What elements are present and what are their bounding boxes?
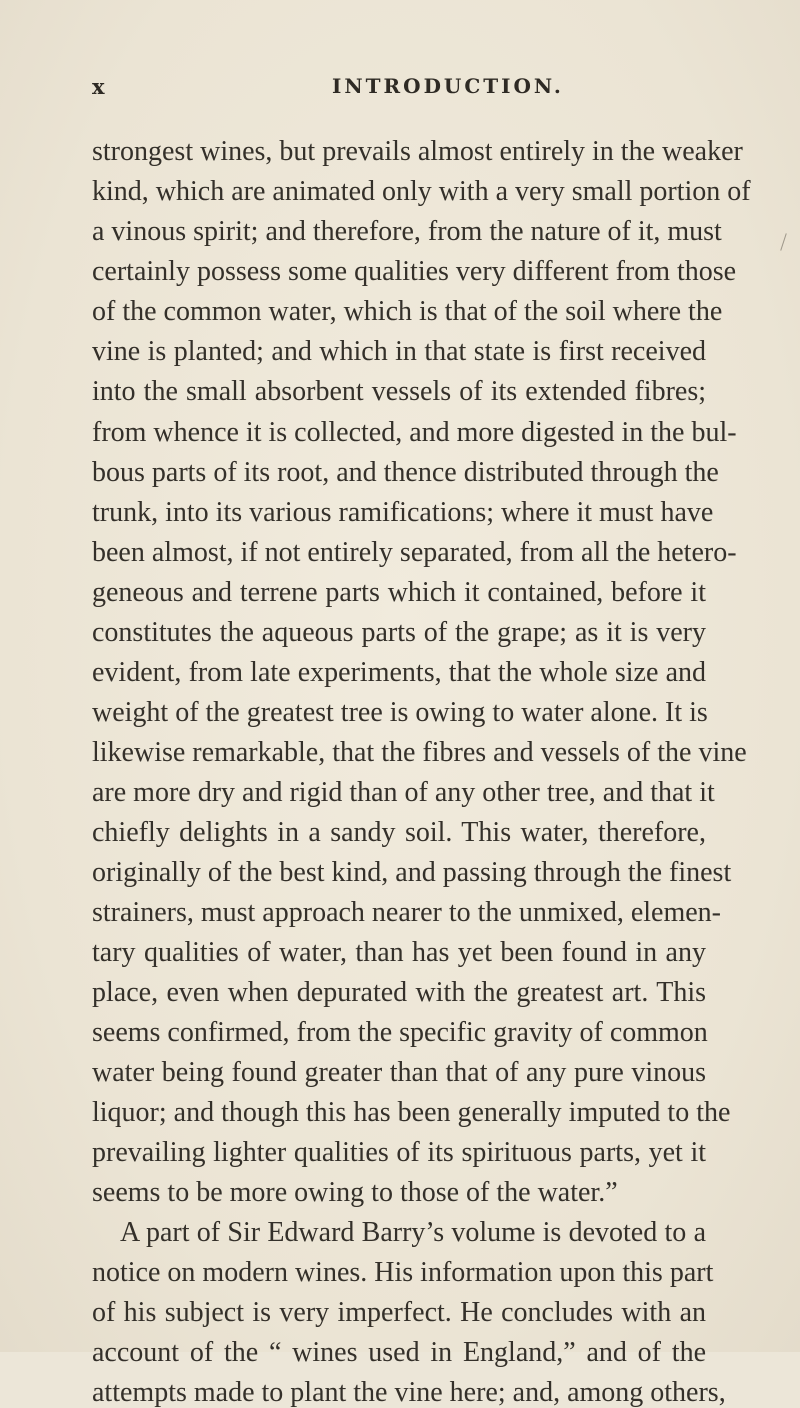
text-line: notice on modern wines. His information upon this part: [92, 1257, 714, 1288]
text-line: originally of the best kind, and passing through the finest: [92, 857, 732, 888]
text-line-indented: A part of Sir Edward Barry’s volume is devoted to a: [120, 1217, 706, 1248]
text-line: chiefly delights in a sandy soil. This water, therefore,: [92, 817, 706, 848]
text-line: vine is planted; and which in that state is first received: [92, 336, 706, 367]
text-line: geneous and terrene parts which it contained, before it: [92, 577, 706, 608]
text-line: of his subject is very imperfect. He concludes with an: [92, 1297, 706, 1328]
text-line: tary qualities of water, than has yet been found in any: [92, 937, 706, 968]
text-line: trunk, into its various ramifications; where it must have: [92, 497, 714, 528]
page-header: [92, 74, 708, 104]
text-line: place, even when depurated with the greatest art. This: [92, 977, 706, 1008]
text-line: been almost, if not entirely separated, from all the hetero-: [92, 537, 737, 568]
running-head: INTRODUCTION.: [332, 74, 564, 98]
text-line: seems confirmed, from the specific gravity of common: [92, 1017, 708, 1048]
text-line: weight of the greatest tree is owing to water alone. It is: [92, 697, 708, 728]
text-line: seems to be more owing to those of the water.”: [92, 1177, 618, 1208]
text-line: strongest wines, but prevails almost entirely in the weaker: [92, 136, 743, 167]
page-number: x: [92, 74, 106, 99]
text-line: bous parts of its root, and thence distributed through the: [92, 457, 719, 488]
text-line: certainly possess some qualities very different from those: [92, 256, 737, 287]
margin-mark: [780, 233, 787, 250]
text-line: evident, from late experiments, that the whole size and: [92, 657, 706, 688]
text-line: are more dry and rigid than of any other tree, and that it: [92, 777, 715, 808]
text-line: into the small absorbent vessels of its extended fibres;: [92, 376, 706, 407]
text-line: account of the “ wines used in England,” and of the: [92, 1337, 706, 1368]
text-line: constitutes the aqueous parts of the grape; as it is very: [92, 617, 706, 648]
text-line: water being found greater than that of any pure vinous: [92, 1057, 706, 1088]
text-line: likewise remarkable, that the fibres and vessels of the vine: [92, 737, 747, 768]
text-line: strainers, must approach nearer to the unmixed, elemen-: [92, 897, 721, 928]
text-line: of the common water, which is that of the soil where the: [92, 296, 723, 327]
text-line: a vinous spirit; and therefore, from the nature of it, must: [92, 216, 722, 247]
text-line: liquor; and though this has been generally imputed to the: [92, 1097, 731, 1128]
text-line: attempts made to plant the vine here; and, among others,: [92, 1377, 726, 1408]
text-line: prevailing lighter qualities of its spirituous parts, yet it: [92, 1137, 706, 1168]
text-line: kind, which are animated only with a very small portion of: [92, 176, 751, 207]
text-line: from whence it is collected, and more digested in the bul-: [92, 417, 737, 448]
